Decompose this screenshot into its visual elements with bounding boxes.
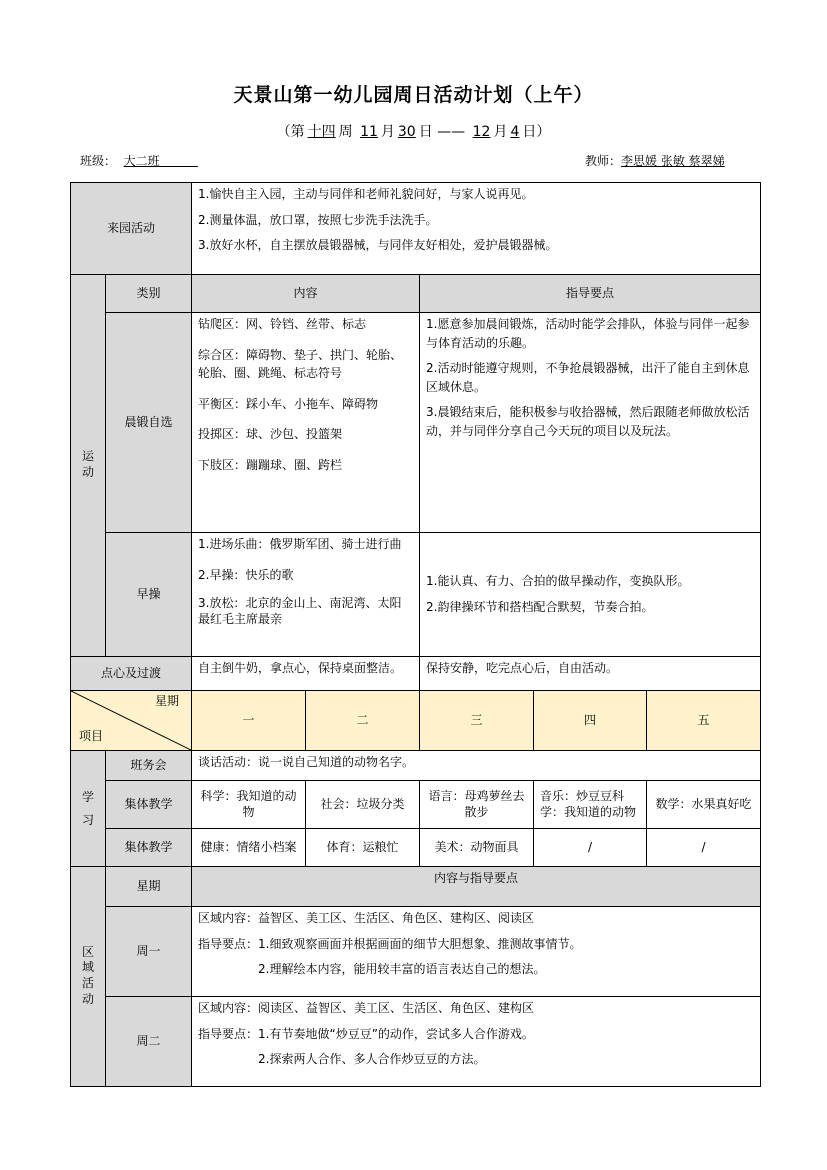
day-header: 五 bbox=[647, 691, 761, 751]
arrival-row bbox=[71, 183, 761, 275]
morning-exercise-row bbox=[71, 313, 761, 533]
week-close: 日） bbox=[522, 124, 551, 140]
area-zones: 区域内容：益智区、美工区、生活区、角色区、建构区、阅读区 bbox=[198, 911, 535, 925]
arrival-item: 1.愉快自主入园，主动与同伴和老师礼貌问好，与家人说再见。 bbox=[198, 187, 534, 201]
class-affairs-content: 谈话活动：说一说自己知道的动物名字。 bbox=[192, 751, 761, 781]
teacher-value: 李思媛 张敏 蔡翠娣 bbox=[621, 154, 725, 168]
day-header: 四 bbox=[534, 691, 647, 751]
class-affairs-row bbox=[71, 751, 761, 781]
guide-item: 1.能认真、有力、合拍的做早操动作，变换队形。 bbox=[426, 574, 690, 589]
guide-text: 1.细致观察画面并根据画面的细节大胆想象、推测故事情节。 bbox=[258, 936, 582, 951]
group-teaching-row bbox=[71, 829, 761, 867]
area-guide bbox=[198, 935, 754, 954]
lesson-cell: / bbox=[647, 829, 761, 867]
area-guide bbox=[198, 1025, 754, 1044]
exercise-zone: 平衡区：踩小车、小拖车、障碍物 bbox=[198, 396, 379, 411]
morning-drill-guide bbox=[420, 533, 761, 657]
lesson-cell: 音乐：炒豆豆科学：我知道的动物 bbox=[534, 781, 647, 829]
start-month: 11 bbox=[360, 124, 378, 140]
area-day-label: 周二 bbox=[106, 997, 192, 1087]
area-day-content bbox=[192, 997, 761, 1087]
start-day: 30 bbox=[397, 124, 416, 140]
plan-table bbox=[70, 182, 761, 1087]
study-section-label: 学习 bbox=[71, 751, 106, 867]
day-header: 一 bbox=[192, 691, 306, 751]
arrival-label: 来园活动 bbox=[71, 183, 192, 275]
morning-exercise-label: 晨锻自选 bbox=[106, 313, 192, 533]
teacher-info bbox=[585, 152, 725, 169]
area-day-row bbox=[71, 997, 761, 1087]
lesson-cell: 美术：动物面具 bbox=[420, 829, 534, 867]
guide-label: 指导要点： bbox=[198, 936, 259, 951]
drill-item: 3.放松：北京的金山上、南泥湾、太阳最红毛主席最亲 bbox=[198, 596, 402, 626]
lesson-cell: / bbox=[534, 829, 647, 867]
exercise-zone: 下肢区：蹦蹦球、圈、跨栏 bbox=[198, 457, 343, 472]
end-month: 12 bbox=[472, 124, 491, 140]
lesson-cell: 语言：母鸡萝丝去散步 bbox=[420, 781, 534, 829]
area-day-row bbox=[71, 907, 761, 997]
day-header: 二 bbox=[306, 691, 420, 751]
sport-header-row bbox=[71, 275, 761, 313]
snack-label: 点心及过渡 bbox=[71, 657, 192, 691]
week-range bbox=[0, 121, 827, 141]
area-guide: 2.探索两人合作、多人合作炒豆豆的方法。 bbox=[258, 1052, 486, 1067]
exercise-zone: 综合区：障碍物、垫子、拱门、轮胎、轮胎、圈、跳绳、标志符号 bbox=[198, 347, 403, 381]
exercise-zone: 钻爬区：网、铃铛、丝带、标志 bbox=[198, 317, 367, 331]
area-section-label: 区域活动 bbox=[71, 867, 106, 1087]
date-dash: —— bbox=[437, 124, 466, 140]
area-day-label: 周一 bbox=[106, 907, 192, 997]
category-header: 类别 bbox=[106, 275, 192, 313]
area-header-row bbox=[71, 867, 761, 907]
guide-item: 1.愿意参加晨间锻炼，活动时能学会排队，体验与同伴一起参与体育活动的乐趣。 bbox=[426, 317, 750, 350]
weekday-item-corner bbox=[71, 691, 192, 751]
end-day: 4 bbox=[510, 124, 520, 140]
lesson-cell: 科学：我知道的动物 bbox=[192, 781, 306, 829]
sport-section-label: 运动 bbox=[71, 275, 106, 657]
group-teaching-row bbox=[71, 781, 761, 829]
snack-content: 自主倒牛奶，拿点心，保持桌面整洁。 bbox=[192, 657, 420, 691]
area-guide: 2.理解绘本内容，能用较丰富的语言表达自己的想法。 bbox=[258, 962, 546, 977]
class-affairs-label: 班务会 bbox=[106, 751, 192, 781]
area-zones: 区域内容：阅读区、益智区、美工区、生活区、角色区、建构区 bbox=[198, 1001, 535, 1015]
class-label: 班级： bbox=[80, 154, 117, 168]
arrival-item: 2.测量体温，放口罩，按照七步洗手法洗手。 bbox=[198, 212, 438, 227]
class-info bbox=[80, 152, 198, 169]
class-value: 大二班 bbox=[123, 154, 160, 168]
week-label: 周 bbox=[338, 124, 353, 140]
drill-item: 2.早操：快乐的歌 bbox=[198, 567, 294, 582]
morning-drill-label: 早操 bbox=[106, 533, 192, 657]
area-day-content bbox=[192, 907, 761, 997]
group-teaching-label: 集体教学 bbox=[106, 781, 192, 829]
guide-label: 指导要点： bbox=[198, 1026, 259, 1041]
teacher-label: 教师： bbox=[585, 154, 622, 168]
guide-item: 2.活动时能遵守规则，不争抢晨锻器械，出汗了能自主到休息区域休息。 bbox=[426, 361, 750, 394]
page-title: 天景山第一幼儿园周日活动计划（上午） bbox=[233, 84, 594, 106]
lesson-cell: 数学：水果真好吃 bbox=[647, 781, 761, 829]
content-header: 内容 bbox=[192, 275, 420, 313]
week-open: （第 bbox=[276, 124, 305, 140]
morning-drill-content bbox=[192, 533, 420, 657]
lesson-cell: 社会：垃圾分类 bbox=[306, 781, 420, 829]
weekday-label: 星期 bbox=[155, 694, 180, 708]
area-weekday-header: 星期 bbox=[106, 867, 192, 907]
morning-exercise-content bbox=[192, 313, 420, 533]
lesson-cell: 体育：运粮忙 bbox=[306, 829, 420, 867]
day-header: 三 bbox=[420, 691, 534, 751]
snack-row bbox=[71, 657, 761, 691]
guide-item: 2.韵律操环节和搭档配合默契，节奏合拍。 bbox=[426, 600, 654, 614]
guide-header: 指导要点 bbox=[420, 275, 761, 313]
weekday-header-row bbox=[71, 691, 761, 751]
drill-item: 1.进场乐曲：俄罗斯军团、骑士进行曲 bbox=[198, 537, 402, 551]
guide-text: 1.有节奏地做“炒豆豆”的动作，尝试多人合作游戏。 bbox=[258, 1026, 534, 1041]
area-content-header: 内容与指导要点 bbox=[192, 867, 761, 907]
arrival-item: 3.放好水杯，自主摆放晨锻器械，与同伴友好相处，爱护晨锻器械。 bbox=[198, 238, 558, 253]
week-number: 十四 bbox=[307, 124, 336, 140]
exercise-zone: 投掷区：球、沙包、投篮架 bbox=[198, 427, 343, 442]
arrival-content bbox=[192, 183, 761, 275]
guide-item: 3.晨锻结束后，能积极参与收拾器械，然后跟随老师做放松活动，并与同伴分享自己今天玩的项目以及玩法。 bbox=[426, 405, 750, 438]
item-label: 项目 bbox=[79, 729, 104, 744]
month-label: 月 bbox=[493, 124, 508, 140]
lesson-cell: 健康：情绪小档案 bbox=[192, 829, 306, 867]
snack-guide: 保持安静，吃完点心后，自由活动。 bbox=[420, 657, 761, 691]
morning-drill-row bbox=[71, 533, 761, 657]
month-label: 月 bbox=[380, 124, 395, 140]
group-teaching-label: 集体教学 bbox=[106, 829, 192, 867]
morning-exercise-guide bbox=[420, 313, 761, 533]
day-label: 日 bbox=[418, 124, 433, 140]
